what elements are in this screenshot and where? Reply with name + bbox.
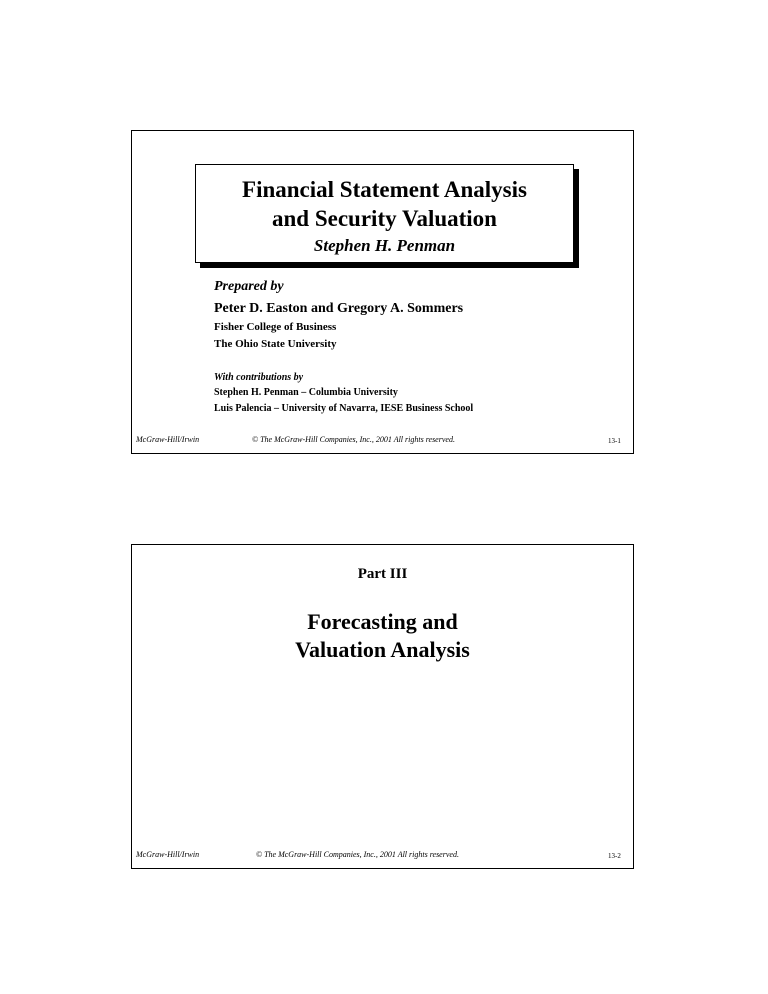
page-number: 13-2: [608, 852, 621, 860]
book-title-line-2: and Security Valuation: [272, 206, 497, 231]
footer-copyright: © The McGraw-Hill Companies, Inc., 2001 All rights reserved.: [256, 850, 459, 859]
footer-copyright: © The McGraw-Hill Companies, Inc., 2001 All rights reserved.: [252, 435, 455, 444]
footer-publisher: McGraw-Hill/Irwin: [136, 435, 200, 444]
page-number: 13-1: [608, 437, 621, 445]
contributor-1: Stephen H. Penman – Columbia University: [214, 387, 398, 398]
slide-1: [131, 130, 634, 454]
preparers: Peter D. Easton and Gregory A. Sommers: [214, 301, 464, 316]
book-author: Stephen H. Penman: [313, 236, 456, 255]
section-heading-line-2: Valuation Analysis: [295, 637, 470, 662]
title-box: [195, 164, 574, 263]
prepared-by-label: Prepared by: [214, 279, 284, 294]
school-name: Fisher College of Business: [214, 321, 337, 333]
part-label: Part III: [357, 566, 408, 582]
section-heading-line-1: Forecasting and: [307, 609, 458, 634]
contributions-label: With contributions by: [214, 372, 304, 383]
contributor-2: Luis Palencia – University of Navarra, IESE Business School: [214, 403, 474, 414]
footer-publisher: McGraw-Hill/Irwin: [136, 850, 200, 859]
university-name: The Ohio State University: [214, 338, 337, 350]
slide-2: [131, 544, 634, 869]
book-title-line-1: Financial Statement Analysis: [242, 177, 527, 202]
